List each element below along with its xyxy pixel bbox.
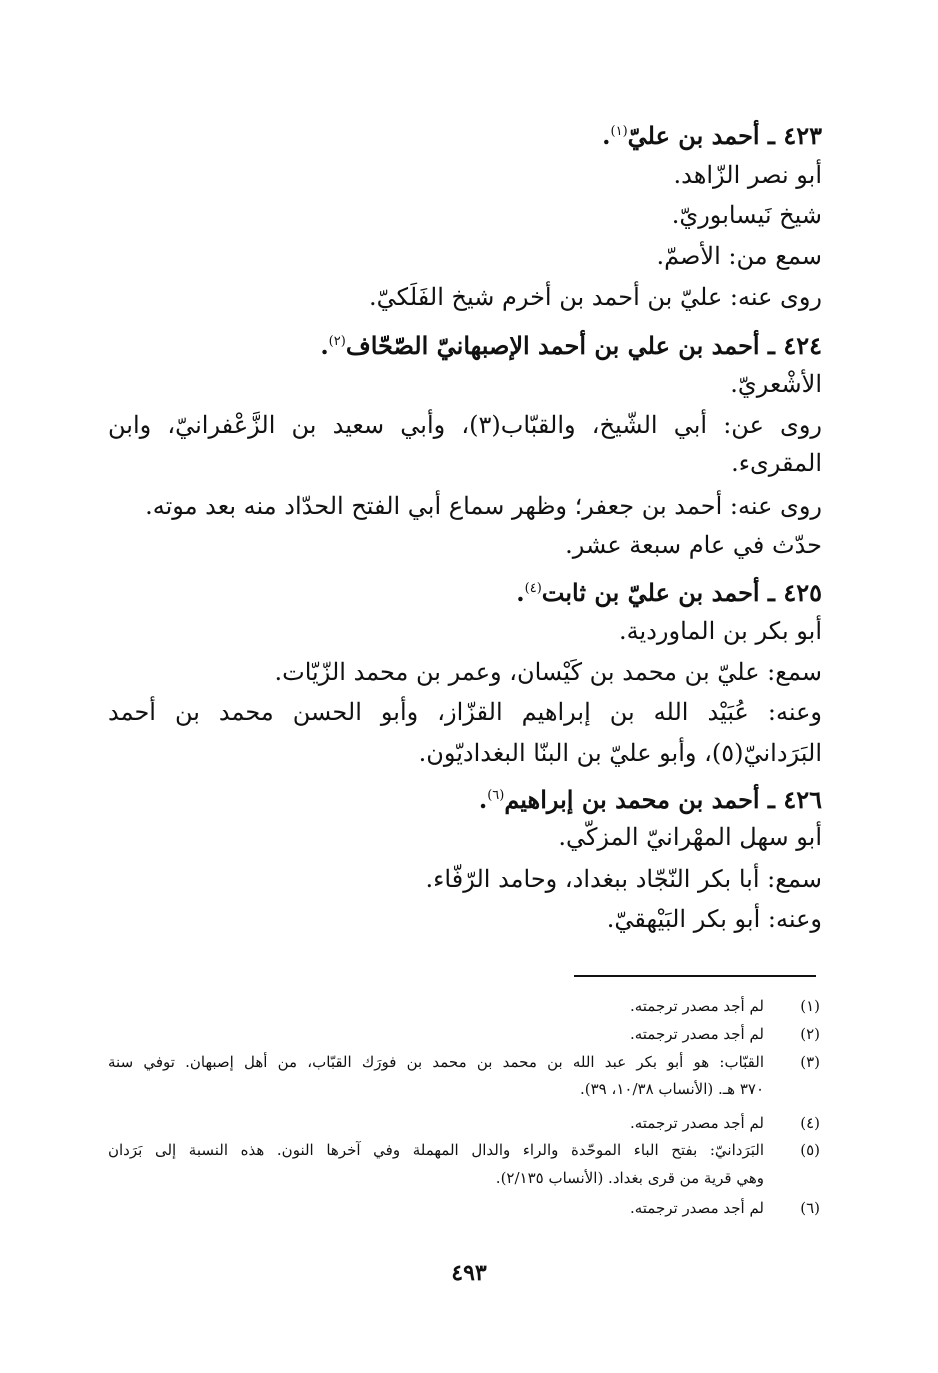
entry-heading: ٤٢٤ ـ أحمد بن علي بن أحمد الإصبهانيّ الصّحّاف$^{(٢)}$.: [320, 331, 822, 360]
page-number: ٤٩٣: [451, 1260, 487, 1286]
entry-number: ٤٢٦: [783, 785, 822, 814]
footnote-number: (٤): [800, 1114, 820, 1132]
entry-heading: ٤٢٦ ـ أحمد بن محمد بن إبراهيم$^{(٦)}$.: [478, 785, 822, 814]
entry-line: المقرىء.: [731, 449, 822, 477]
footnote: [0, 993, 938, 1019]
entry-name: أحمد بن علي بن أحمد الإصبهانيّ الصّحّاف: [345, 331, 760, 360]
entry-number: ٤٢٣: [783, 121, 822, 150]
footnote-text: لم أجد مصدر ترجمته.: [629, 1025, 764, 1043]
footnote-number: (١): [800, 997, 820, 1015]
footnote-text: ٣٧٠ هـ. (الأنساب ١٠/٣٨، ٣٩).: [579, 1080, 764, 1098]
entry-line: روى عنه: أحمد بن جعفر؛ وظهر سماع أبي الفتح الحدّاد منه بعد موته.: [145, 492, 822, 520]
footnote-continuation: [0, 1076, 938, 1102]
entry-name: أحمد بن محمد بن إبراهيم: [504, 785, 760, 814]
footnote-continuation: [0, 1165, 938, 1191]
entry-line: سمع: أبا بكر النّجّاد ببغداد، وحامد الرّفّاء.: [425, 865, 822, 893]
footnote: [0, 1021, 938, 1047]
entry-heading: ٤٢٥ ـ أحمد بن عليّ بن ثابت$^{(٤)}$.: [516, 578, 822, 607]
entry-line: سمع: عليّ بن محمد بن كَيْسان، وعمر بن محمد الزّيّات.: [274, 658, 822, 686]
footnote: [0, 1049, 938, 1075]
entry-line: وعنه: أبو بكر البَيْهقيّ.: [606, 905, 822, 933]
footnote: [0, 1110, 938, 1136]
footnote: [0, 1195, 938, 1221]
entry-number: ٤٢٥: [783, 578, 822, 607]
footnote-text: البَرَدانيّ: بفتح الباء الموحّدة والراء والدال المهملة وفي آخرها النون. هذه النسبة إلى بَرَدان: [108, 1141, 764, 1159]
footnote-number: (٢): [800, 1025, 820, 1043]
footnote-separator: [574, 975, 816, 977]
footnote-text: لم أجد مصدر ترجمته.: [629, 997, 764, 1015]
footnote-text: لم أجد مصدر ترجمته.: [629, 1114, 764, 1132]
entry-line: أبو بكر بن الماوردية.: [619, 617, 822, 645]
entry-line: أبو نصر الزّاهد.: [673, 161, 822, 189]
entry-line: حدّث في عام سبعة عشر.: [565, 531, 822, 559]
footnote-text: وهي قرية من قرى بغداد. (الأنساب ٢/١٣٥).: [495, 1169, 764, 1187]
entry-line: روى عن: أبي الشّيخ، والقبّاب(٣)، وأبي سعيد بن الزَّعْفرانيّ، وابن: [108, 411, 823, 439]
footnote-number: (٥): [800, 1141, 820, 1159]
entry-heading: ٤٢٣ ـ أحمد بن عليّ$^{(١)}$.: [602, 121, 822, 150]
entry-line: البَرَدانيّ(٥)، وأبو عليّ بن البنّا البغداديّون.: [418, 739, 822, 767]
entry-name: أحمد بن عليّ بن ثابت: [541, 578, 760, 607]
footnote-ref: (٢): [328, 334, 346, 349]
entry-name: أحمد بن عليّ: [627, 121, 760, 150]
entry-line: وعنه: عُبَيْد الله بن إبراهيم القزّاز، وأبو الحسن محمد بن أحمد: [108, 698, 822, 726]
footnote-number: (٦): [800, 1199, 820, 1217]
footnote-text: لم أجد مصدر ترجمته.: [629, 1199, 764, 1217]
footnote-ref: (٤): [524, 581, 542, 596]
footnote-number: (٣): [800, 1053, 820, 1071]
footnote-text: القبّاب: هو أبو بكر عبد الله بن محمد بن محمد بن فورَك القبّاب، من أهل إصبهان. توفي سنة: [108, 1053, 764, 1071]
footnote: [0, 1137, 938, 1163]
footnote-ref: (٦): [487, 788, 505, 803]
entry-line: سمع من: الأصمّ.: [656, 242, 822, 270]
entry-number: ٤٢٤: [783, 331, 822, 360]
entry-line: شيخ نَيسابوريّ.: [671, 201, 822, 229]
entry-line: أبو سهل المهْرانيّ المزكّي.: [558, 823, 822, 851]
entry-line: روى عنه: عليّ بن أحمد بن أخرم شيخ الفَلَكيّ.: [368, 283, 822, 311]
entry-line: الأشْعريّ.: [730, 370, 822, 398]
footnote-ref: (١): [610, 124, 628, 139]
